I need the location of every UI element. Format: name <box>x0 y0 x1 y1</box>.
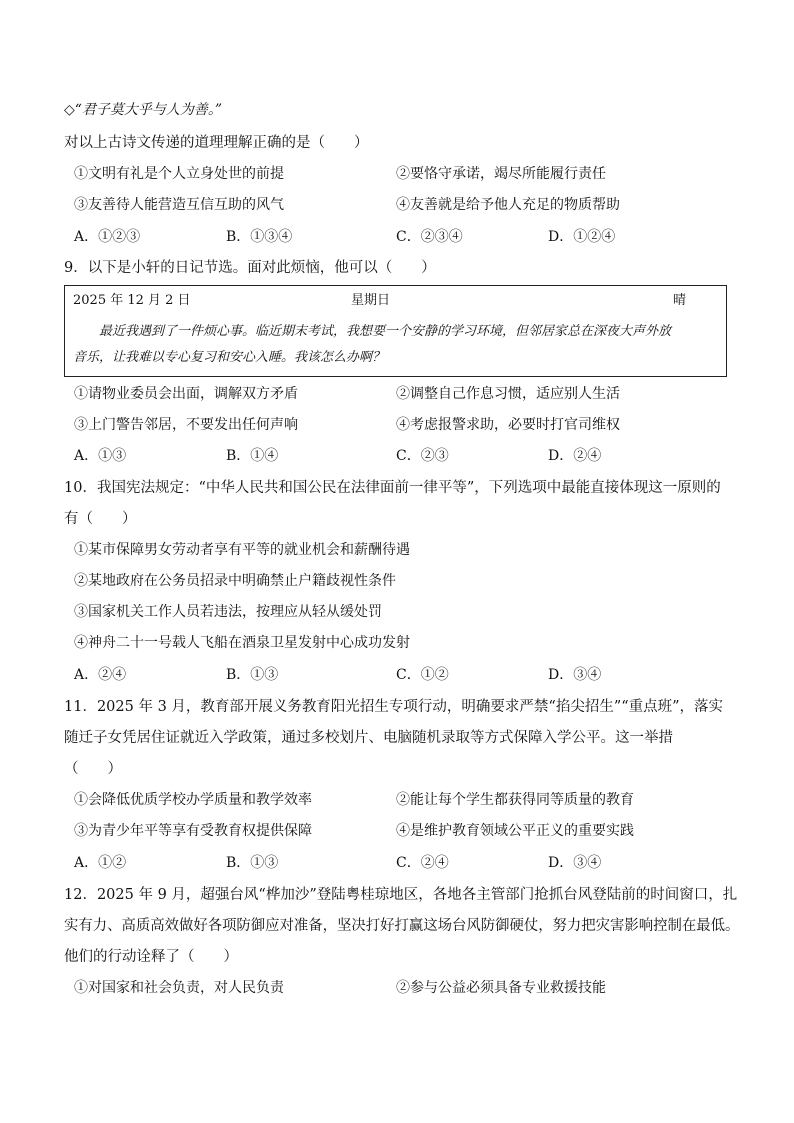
diary-weekday: 星期日 <box>351 293 391 308</box>
q11-answer-c: C．②④ <box>396 855 449 871</box>
q10-answer-a: A．②④ <box>74 667 127 683</box>
q11-stem-line3: （ ） <box>64 761 122 777</box>
diary-date: 2025 年 12 月 2 日 <box>73 293 191 308</box>
q9-answer-c: C．②③ <box>396 448 449 464</box>
q12-stem-line3: 他们的行动诠释了（ ） <box>64 949 238 965</box>
q12-stem-line2: 实有力、高质高效做好各项防御应对准备，坚决打好打赢这场台风防御硬仗，努力把灾害影响控制在最低。 <box>64 918 740 934</box>
q10-stem-line2: 有（ ） <box>64 511 137 527</box>
q8-answer-a: A．①②③ <box>74 229 141 245</box>
q8-option-1: ①文明有礼是个人立身处世的前提 <box>74 166 284 182</box>
diary-body-line1: 最近我遇到了一件烦心事。临近期末考试，我想要一个安静的学习环境，但邻居家总在深夜大声外放 <box>99 324 672 339</box>
q12-option-1: ①对国家和社会负责，对人民负责 <box>74 980 284 996</box>
q8-answer-c: C．②③④ <box>396 229 463 245</box>
q10-answer-b: B．①③ <box>226 667 279 683</box>
q11-option-4: ④是维护教育领域公平正义的重要实践 <box>396 823 634 839</box>
q8-answer-b: B．①③④ <box>226 229 293 245</box>
q8-option-4: ④友善就是给予他人充足的物质帮助 <box>396 197 620 213</box>
q12-stem-line1: 12．2025 年 9 月，超强台风“桦加沙”登陆粤桂琼地区，各地各主管部门抢抓台风登陆前的时间窗口，扎 <box>64 887 738 903</box>
q12-option-2: ②参与公益必须具备专业救援技能 <box>396 980 606 996</box>
q11-option-2: ②能让每个学生都获得同等质量的教育 <box>396 792 634 808</box>
q9-option-1: ①请物业委员会出面，调解双方矛盾 <box>74 386 298 402</box>
q11-stem-line2: 随迁子女凭居住证就近入学政策，通过多校划片、电脑随机录取等方式保障入学公平。这一举措 <box>64 730 673 746</box>
diary-box <box>64 285 727 377</box>
q9-option-2: ②调整自己作息习惯，适应别人生活 <box>396 386 620 402</box>
q10-stem-line1: 10．我国宪法规定：“中华人民共和国公民在法律面前一律平等”，下列选项中最能直接体现这一原则的 <box>64 480 721 496</box>
q8-answer-d: D．①②④ <box>548 229 616 245</box>
q9-answer-b: B．①④ <box>226 448 279 464</box>
q9-option-4: ④考虑报警求助，必要时打官司维权 <box>396 417 620 433</box>
q11-stem-line1: 11．2025 年 3 月，教育部开展义务教育阳光招生专项行动，明确要求严禁“掐尖招生”“重点班”，落实 <box>64 699 724 715</box>
q8-stem: 对以上古诗文传递的道理理解正确的是（ ） <box>64 135 369 151</box>
q9-answer-a: A．①③ <box>74 448 127 464</box>
diary-body-line2: 音乐，让我难以专心复习和安心入睡。我该怎么办啊？ <box>73 350 386 365</box>
q10-answer-d: D．③④ <box>548 667 602 683</box>
q11-answer-a: A．①② <box>74 855 127 871</box>
q8-quote: ◇“君子莫大乎与人为善。” <box>64 102 223 118</box>
q10-option-3: ③国家机关工作人员若违法，按理应从轻从缓处罚 <box>74 604 382 620</box>
q11-option-3: ③为青少年平等享有受教育权提供保障 <box>74 823 312 839</box>
q11-answer-d: D．③④ <box>548 855 602 871</box>
q10-answer-c: C．①② <box>396 667 449 683</box>
q11-option-1: ①会降低优质学校办学质量和教学效率 <box>74 792 312 808</box>
q11-answer-b: B．①③ <box>226 855 279 871</box>
q8-option-3: ③友善待人能营造互信互助的风气 <box>74 197 284 213</box>
q9-option-3: ③上门警告邻居，不要发出任何声响 <box>74 417 298 433</box>
diary-weather: 晴 <box>673 293 687 308</box>
q8-option-2: ②要恪守承诺，竭尽所能履行责任 <box>396 166 606 182</box>
q10-option-2: ②某地政府在公务员招录中明确禁止户籍歧视性条件 <box>74 573 396 589</box>
q9-stem: 9．以下是小轩的日记节选。面对此烦恼，他可以（ ） <box>64 260 436 276</box>
q10-option-4: ④神舟二十一号载人飞船在酒泉卫星发射中心成功发射 <box>74 635 410 651</box>
q10-option-1: ①某市保障男女劳动者享有平等的就业机会和薪酬待遇 <box>74 542 410 558</box>
q9-answer-d: D．②④ <box>548 448 602 464</box>
